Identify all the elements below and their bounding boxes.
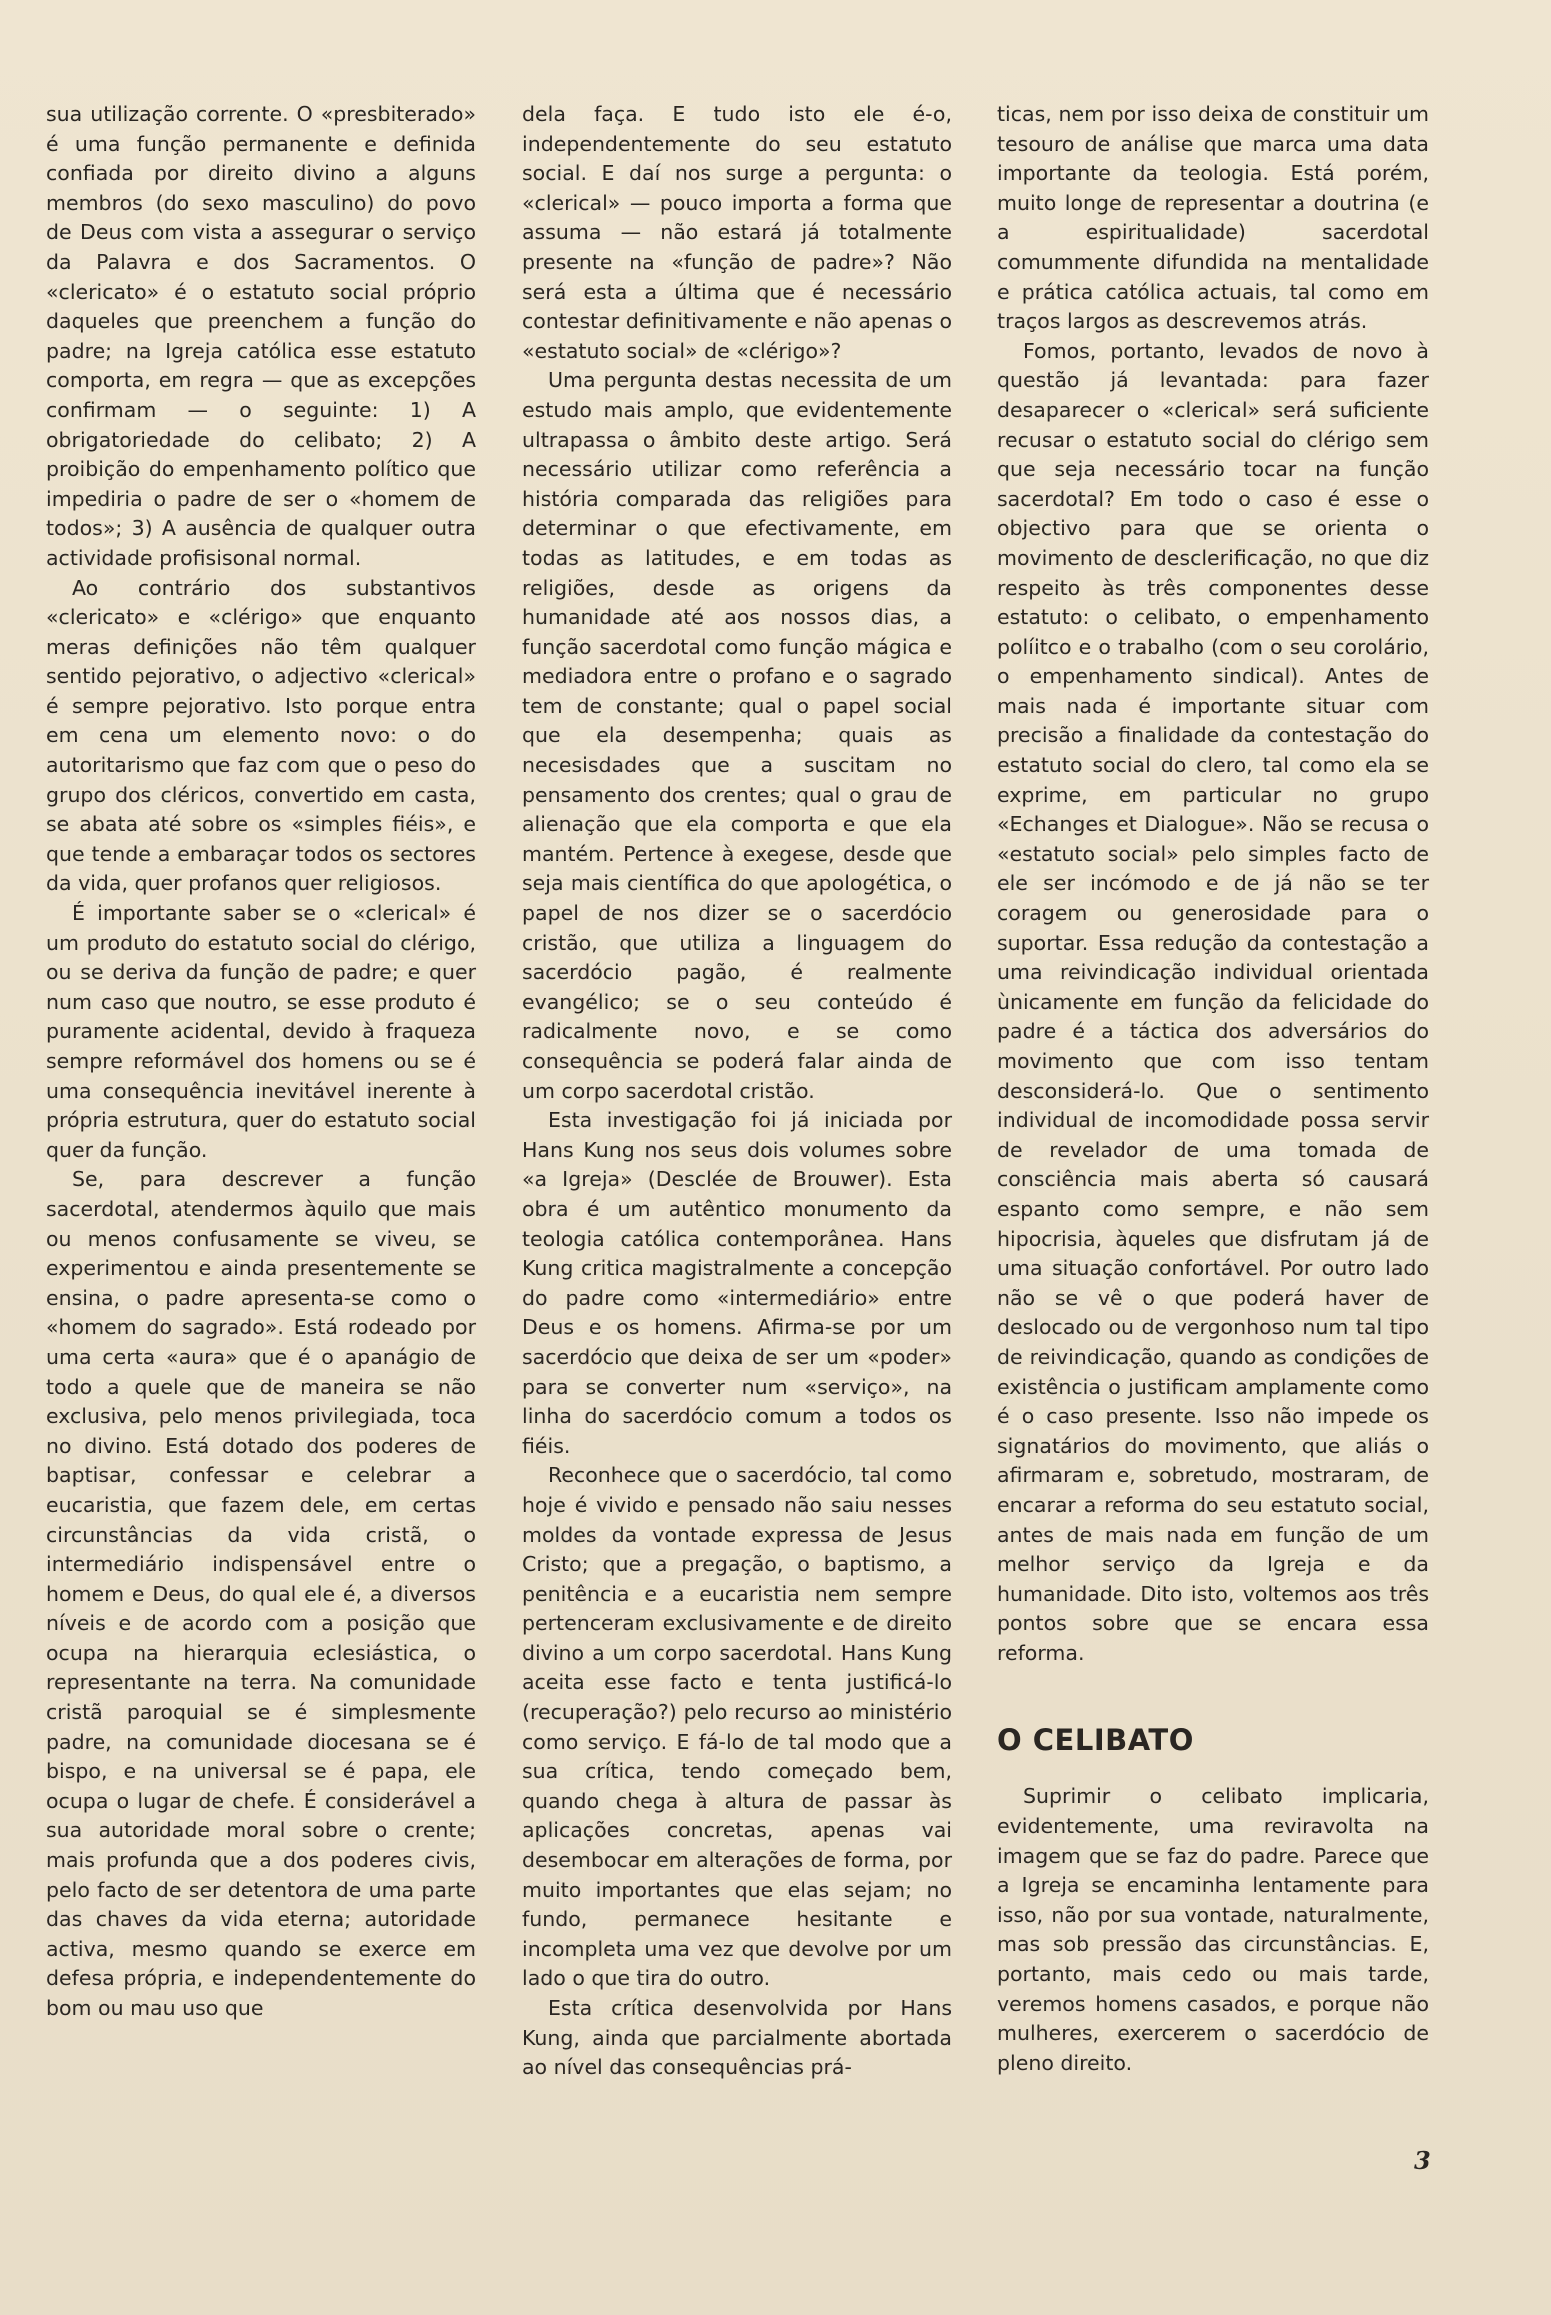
- paragraph: Reconhece que o sacerdócio, tal como hoje é vivido e pensado não saiu nesses moldes da vontade expressa de Jesus Cristo; que a pregação, o baptismo, a penitência e a eucaristia nem sempre pertenceram exclusivamente e de direito divino a um corpo sacerdotal. Hans Kung aceita esse facto e tenta justificá-lo (recuperação?) pelo recurso ao ministério como serviço. E fá-lo de tal modo que a sua crítica, tendo começado bem, quando chega à altura de passar às aplicações concretas, apenas vai desembocar em alterações de forma, por muito importantes que elas sejam; no fundo, permanece hesitante e incompleta uma vez que devolve por um lado o que tira do outro.: [522, 1463, 952, 1991]
- paragraph: ticas, nem por isso deixa de constituir um tesouro de análise que marca uma data importante da teologia. Está porém, muito longe de representar a doutrina (e a espiritualidade) sacerdotal comummente difundida na mentalidade e prática católica actuais, tal como em traços largos as descrevemos atrás.: [997, 102, 1429, 334]
- paragraph: Ao contrário dos substantivos «clericato» e «clérigo» que enquanto meras definições não têm qualquer sentido pejorativo, o adjectivo «clerical» é sempre pejorativo. Isto porque entra em cena um elemento novo: o do autoritarismo que faz com que o peso do grupo dos cléricos, convertido em casta, se abata até sobre os «simples fiéis», e que tende a embaraçar todos os sectores da vida, quer profanos quer religiosos.: [46, 575, 476, 896]
- text-column-2: [522, 100, 952, 2083]
- paragraph: Se, para descrever a função sacerdotal, atendermos àquilo que mais ou menos confusamente se viveu, se experimentou e ainda presentemente se ensina, o padre apresenta-se como o «homem do sagrado». Está rodeado por uma certa «aura» que é o apanágio de todo a quele que de maneira se não exclusiva, pelo menos privilegiada, toca no divino. Está dotado dos poderes de baptisar, confessar e celebrar a eucaristia, que fazem dele, em certas circunstâncias da vida cristã, o intermediário indispensável entre o homem e Deus, do qual ele é, a diversos níveis e de acordo com a posição que ocupa na hierarquia eclesiástica, o representante na terra. Na comunidade cristã paroquial se é simplesmente padre, na comunidade diocesana se é bispo, e na universal se é papa, ele ocupa o lugar de chefe. É considerável a sua autoridade moral sobre o crente; mais profunda que a dos poderes civis, pelo facto de ser detentora de uma parte das chaves da vida eterna; autoridade activa, mesmo quando se exerce em defesa própria, e independentemente do bom ou mau uso que: [46, 1167, 476, 2020]
- paragraph: Esta crítica desenvolvida por Hans Kung, ainda que parcialmente abortada ao nível das consequências prá-: [522, 1996, 952, 2080]
- text-column-3: [997, 100, 1429, 2078]
- paragraph: Suprimir o celibato implicaria, evidentemente, uma reviravolta na imagem que se faz do padre. Parece que a Igreja se encaminha lentamente para isso, não por sua vontade, naturalmente, mas sob pressão das circunstâncias. E, portanto, mais cedo ou mais tarde, veremos homens casados, e porque não mulheres, exercerem o sacerdócio de pleno direito.: [997, 1784, 1429, 2075]
- paragraph: Uma pergunta destas necessita de um estudo mais amplo, que evidentemente ultrapassa o âmbito deste artigo. Será necessário utilizar como referência a história comparada das religiões para determinar o que efectivamente, em todas as latitudes, e em todas as religiões, desde as origens da humanidade até aos nossos dias, a função sacerdotal como função mágica e mediadora entre o profano e o sagrado tem de constante; qual o papel social que ela desempenha; quais as necesisdades que a suscitam no pensamento dos crentes; qual o grau de alienação que ela comporta e que ela mantém. Pertence à exegese, desde que seja mais científica do que apologética, o papel de nos dizer se o sacerdócio cristão, que utiliza a linguagem do sacerdócio pagão, é realmente evangélico; se o seu conteúdo é radicalmente novo, e se como consequência se poderá falar ainda de um corpo sacerdotal cristão.: [522, 368, 952, 1103]
- paragraph: dela faça. E tudo isto ele é-o, independentemente do seu estatuto social. E daí nos surge a pergunta: o «clerical» — pouco importa a forma que assuma — não estará já totalmente presente na «função de padre»? Não será esta a última que é necessário contestar definitivamente e não apenas o «estatuto social» de «clérigo»?: [522, 102, 952, 363]
- paragraph: sua utilização corrente. O «presbiterado» é uma função permanente e definida confiada por direito divino a alguns membros (do sexo masculino) do povo de Deus com vista a assegurar o serviço da Palavra e dos Sacramentos. O «clericato» é o estatuto social próprio daqueles que preenchem a função do padre; na Igreja católica esse estatuto comporta, em regra — que as excepções confirmam — o seguinte: 1) A obrigatoriedade do celibato; 2) A proibição do empenhamento político que impediria o padre de ser o «homem de todos»; 3) A ausência de qualquer outra actividade profisisonal normal.: [46, 102, 476, 570]
- page-number: 3: [1414, 2146, 1431, 2175]
- text-column-1: [46, 100, 476, 2024]
- paragraph: Esta investigação foi já iniciada por Hans Kung nos seus dois volumes sobre «a Igreja» (Desclée de Brouwer). Esta obra é um autêntico monumento da teologia católica contemporânea. Hans Kung critica magistralmente a concepção do padre como «intermediário» entre Deus e os homens. Afirma-se por um sacerdócio que deixa de ser um «poder» para se converter num «serviço», na linha do sacerdócio comum a todos os fiéis.: [522, 1108, 952, 1458]
- paragraph: Fomos, portanto, levados de novo à questão já levantada: para fazer desaparecer o «clerical» será suficiente recusar o estatuto social do clérigo sem que seja necessário tocar na função sacerdotal? Em todo o caso é esse o objectivo para que se orienta o movimento de desclerificação, no que diz respeito às três componentes desse estatuto: o celibato, o empenhamento políitco e o trabalho (com o seu corolário, o empenhamento sindical). Antes de mais nada é importante situar com precisão a finalidade da contestação do estatuto social do clero, tal como ela se exprime, em particular no grupo «Echanges et Dialogue». Não se recusa o «estatuto social» pelo simples facto de ele ser incómodo e de já não se ter coragem ou generosidade para o suportar. Essa redução da contestação a uma reivindicação individual orientada ùnicamente em função da felicidade do padre é a táctica dos adversários do movimento que com isso tentam desconsiderá-lo. Que o sentimento individual de incomodidade possa servir de revelador de uma tomada de consciência mais aberta só causará espanto como sempre, e não sem hipocrisia, àqueles que disfrutam já de uma situação confortável. Por outro lado não se vê o que poderá haver de deslocado ou de vergonhoso num tal tipo de reivindicação, quando as condições de existência o justificam amplamente como é o caso presente. Isso não impede os signatários do movimento, que aliás o afirmaram e, sobretudo, mostraram, de encarar a reforma do seu estatuto social, antes de mais nada em função de um melhor serviço da Igreja e da humanidade. Dito isto, voltemos aos três pontos sobre que se encara essa reforma.: [997, 338, 1429, 1665]
- paragraph: É importante saber se o «clerical» é um produto do estatuto social do clérigo, ou se deriva da função de padre; e quer num caso que noutro, se esse produto é puramente acidental, devido à fraqueza sempre reformável dos homens ou se é uma consequência inevitável inerente à própria estrutura, quer do estatuto social quer da função.: [46, 901, 476, 1162]
- section-heading: O CELIBATO: [997, 1723, 1194, 1758]
